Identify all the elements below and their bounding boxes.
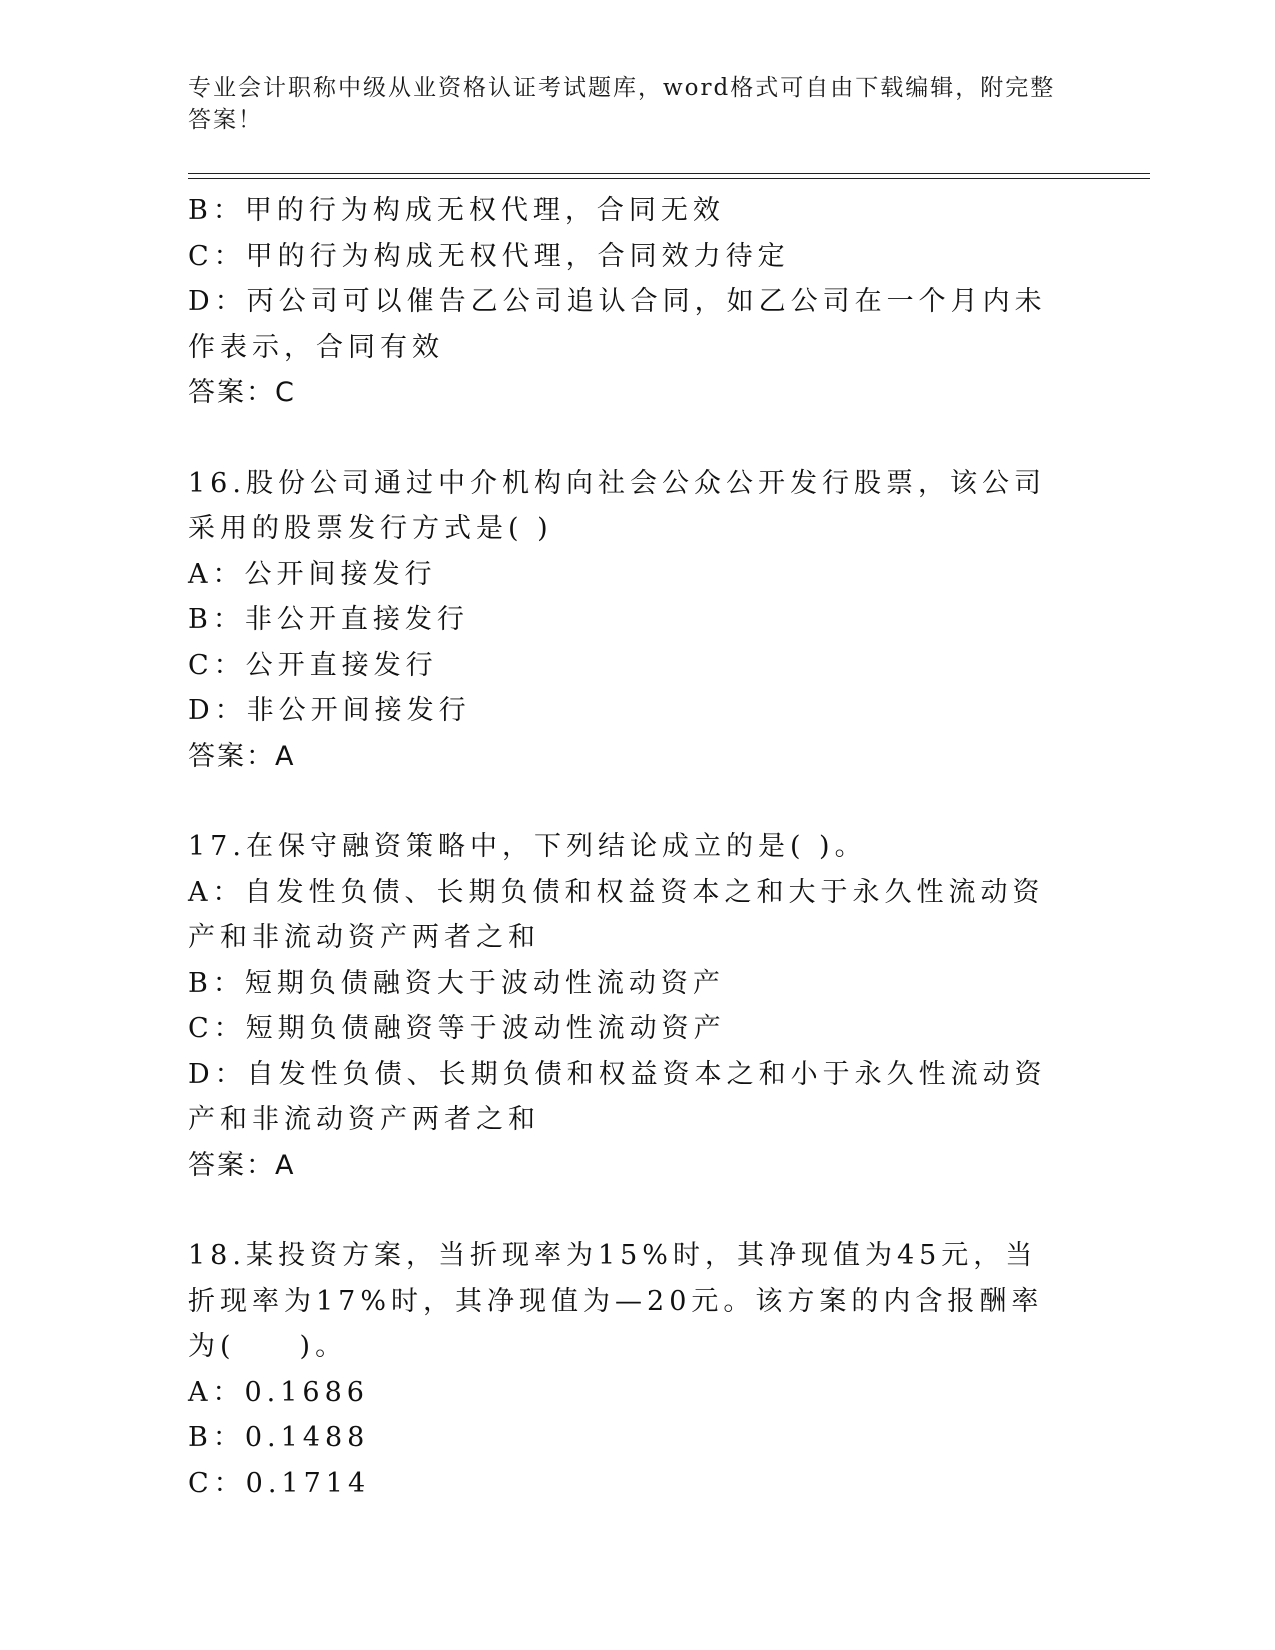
- option-c: C：0.1714: [188, 1467, 371, 1499]
- option-b: B：短期负债融资大于波动性流动资产: [188, 967, 725, 999]
- option-d: D：非公开间接发行: [188, 695, 471, 726]
- option-b: B：0.1488: [188, 1422, 370, 1453]
- option-c: C：短期负债融资等于波动性流动资产: [188, 1013, 726, 1044]
- spacer: [188, 416, 1068, 461]
- option-a: A：0.1686: [188, 1376, 369, 1408]
- question-18-block: [188, 1233, 1068, 1506]
- option-b: B：非公开直接发行: [188, 604, 469, 635]
- question-content: [188, 188, 1068, 1506]
- option-a: A：自发性负债、长期负债和权益资本之和大于永久性流动资产和非流动资产两者之和: [188, 876, 1045, 953]
- prev-question-block: [188, 188, 1068, 416]
- question-18-stem: 18.某投资方案，当折现率为15%时，其净现值为45元，当折现率为17%时，其净现值为—20元。该方案的内含报酬率为( )。: [188, 1240, 1044, 1362]
- question-17-block: [188, 824, 1068, 1188]
- option-a: A：公开间接发行: [188, 558, 437, 590]
- header-divider-top: [188, 173, 1150, 174]
- option-b: B：甲的行为构成无权代理，合同无效: [188, 195, 725, 226]
- option-d: D：丙公司可以催告乙公司追认合同，如乙公司在一个月内未作表示，合同有效: [188, 286, 1047, 363]
- answer-line: 答案：A: [188, 1149, 296, 1181]
- spacer: [188, 779, 1068, 824]
- option-c: C：甲的行为构成无权代理，合同效力待定: [188, 240, 790, 272]
- question-16-stem: 16.股份公司通过中介机构向社会公众公开发行股票，该公司采用的股票发行方式是( ): [188, 467, 1046, 544]
- answer-line: 答案：A: [188, 740, 296, 772]
- question-17-stem: 17.在保守融资策略中，下列结论成立的是( )。: [188, 831, 867, 862]
- answer-line: 答案：C: [188, 377, 296, 408]
- option-c: C：公开直接发行: [188, 649, 438, 681]
- question-16-block: [188, 461, 1068, 780]
- header-divider-bottom: [188, 178, 1150, 179]
- spacer: [188, 1188, 1068, 1233]
- page-header-text: 专业会计职称中级从业资格认证考试题库，word格式可自由下载编辑，附完整答案！: [188, 75, 1056, 133]
- option-d: D：自发性负债、长期负债和权益资本之和小于永久性流动资产和非流动资产两者之和: [188, 1058, 1047, 1135]
